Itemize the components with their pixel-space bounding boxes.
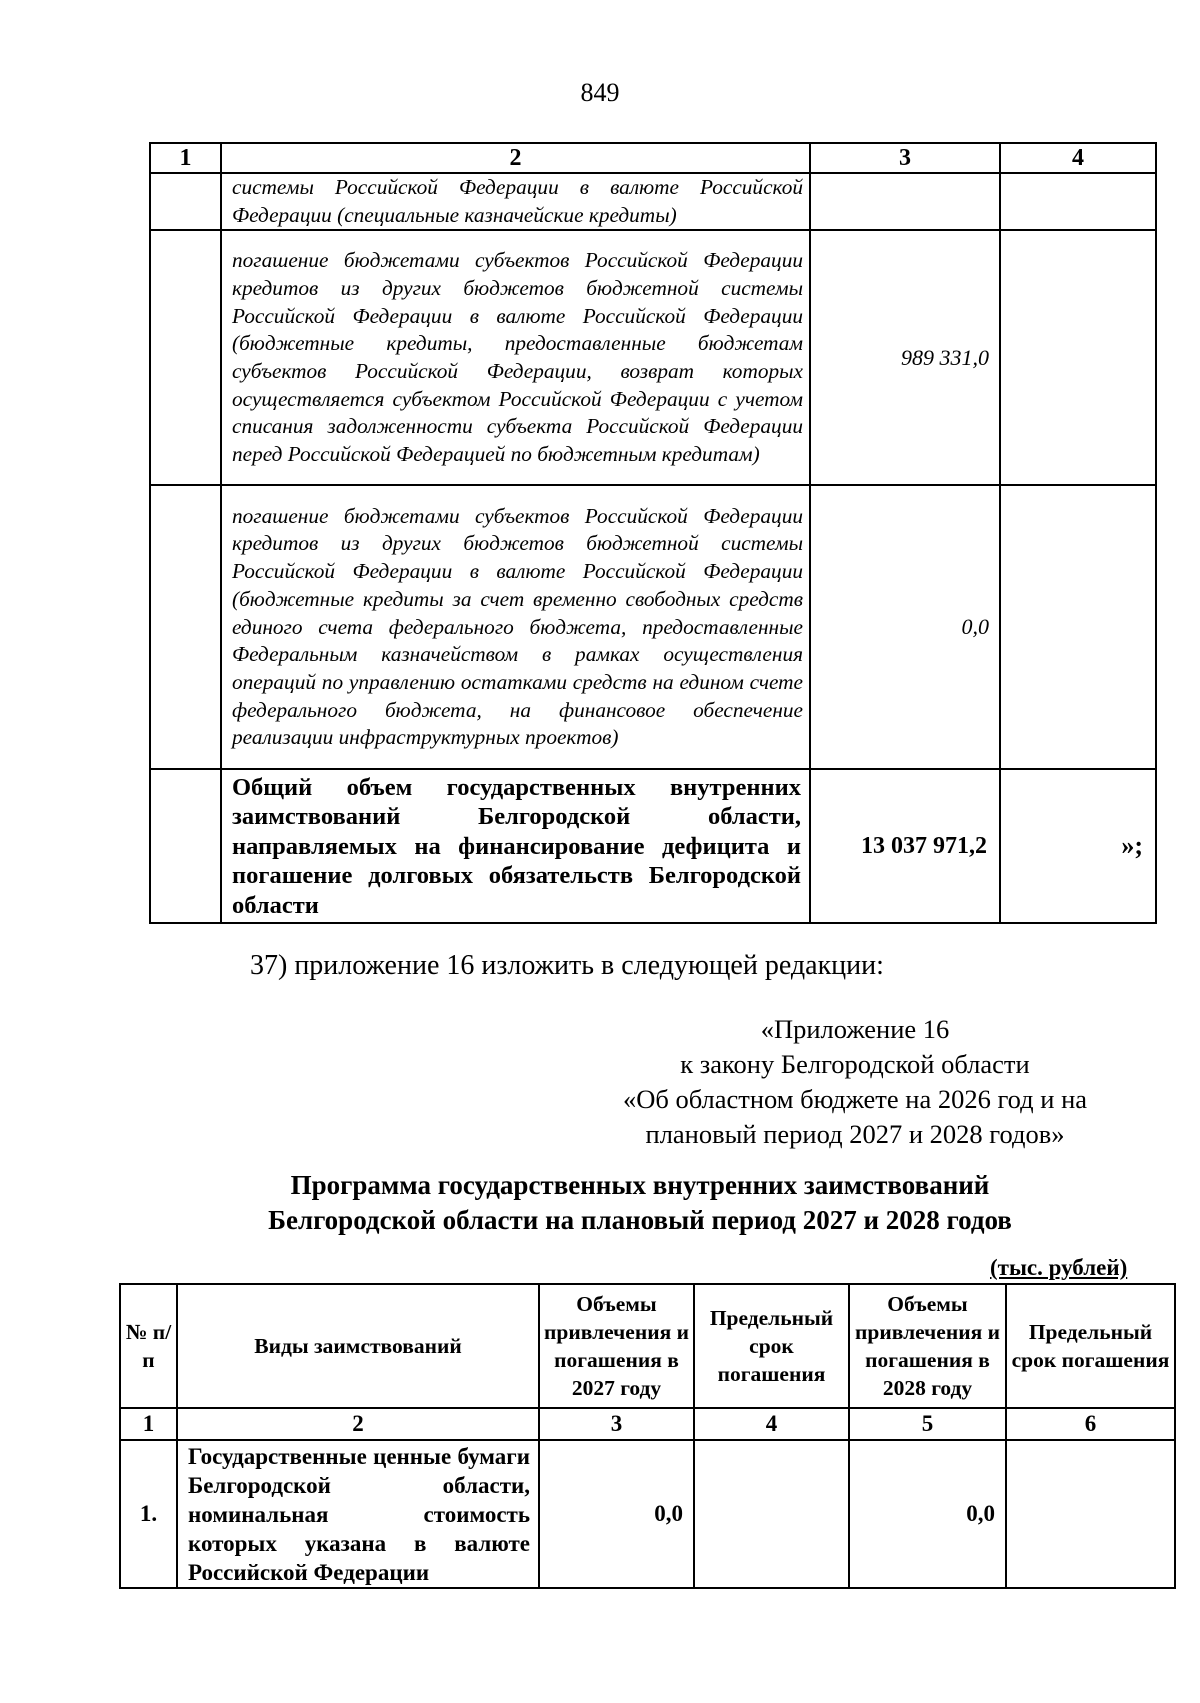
term-2028 [1006,1440,1175,1588]
column-number: 2 [177,1408,539,1440]
extra-cell [1000,230,1156,485]
row-number-cell [150,230,221,485]
borrowing-kind-cell: погашение бюджетами субъектов Российской Федерации кредитов из других бюджетов бюджетной системы Российской Федерации в валюте Российской Федерации (бюджетные кредиты, предоставленные бюджетам субъектов Российской Федерации, возврат которых осуществляется субъектом Российской Федерации с учетом списания задолженности субъекта Российской Федерации перед Российской Федерацией по бюджетным кредитам) [221,230,810,485]
column-numbers-row [120,1408,1175,1440]
volume-2027: 0,0 [539,1440,694,1588]
title-line: Программа государственных внутренних заимствований [290,1170,990,1200]
column-number: 1 [150,143,221,173]
title-line: Белгородской области на плановый период 2027 и 2028 годов [268,1205,1012,1235]
extra-cell [1000,485,1156,769]
amount-cell: 989 331,0 [810,230,1000,485]
volume-2028: 0,0 [849,1440,1006,1588]
closing-quote: »; [1000,769,1156,923]
column-number: 4 [1000,143,1156,173]
table-row [150,173,1156,230]
total-amount: 13 037 971,2 [810,769,1000,923]
row-number-cell [150,485,221,769]
table-row [150,485,1156,769]
borrowing-kind-cell: погашение бюджетами субъектов Российской Федерации кредитов из других бюджетов бюджетной системы Российской Федерации в валюте Российской Федерации (бюджетные кредиты за счет временно свободных средств единого счета федерального бюджета, предоставленные Федеральным казначейством в рамках осуществления операций по управлению остатками средств на едином счете федерального бюджета, на финансовое обеспечение реализации инфраструктурных проектов) [221,485,810,769]
column-number: 5 [849,1408,1006,1440]
row-number: 1. [120,1440,177,1588]
header-term-2028: Предельный срок погашения [1006,1284,1175,1408]
continuation-table [149,142,1157,924]
column-number: 6 [1006,1408,1175,1440]
header-kind: Виды заимствований [177,1284,539,1408]
column-number: 4 [694,1408,849,1440]
column-number: 2 [221,143,810,173]
table-row [120,1440,1175,1588]
row-number-cell [150,769,221,923]
column-number: 3 [539,1408,694,1440]
appendix-line: «Приложение 16 [760,1014,950,1044]
column-number: 3 [810,143,1000,173]
appendix-line: «Об областном бюджете на 2026 год и на [622,1084,1088,1114]
table-row [150,230,1156,485]
total-row [150,769,1156,923]
total-label: Общий объем государственных внутренних заимствований Белгородской области, направляемых на финансирование дефицита и погашение долговых обязательств Белгородской области [221,769,810,923]
appendix-line: плановый период 2027 и 2028 годов» [645,1119,1065,1149]
table-header-row [150,143,1156,173]
header-volume-2027: Объемы привлечения и погашения в 2027 году [539,1284,694,1408]
header-num: № п/п [120,1284,177,1408]
column-number: 1 [120,1408,177,1440]
borrowing-kind-cell: системы Российской Федерации в валюте Российской Федерации (специальные казначейские кредиты) [221,173,810,230]
appendix-line: к закону Белгородской области [680,1049,1030,1079]
term-2027 [694,1440,849,1588]
unit-note: (тыс. рублей) [990,1255,1128,1280]
header-volume-2028: Объемы привлечения и погашения в 2028 году [849,1284,1006,1408]
row-number-cell [150,173,221,230]
borrowing-kind: Государственные ценные бумаги Белгородской области, номинальная стоимость которых указана в валюте Российской Федерации [177,1440,539,1588]
table-header-row [120,1284,1175,1408]
clause-text: 37) приложение 16 изложить в следующей редакции: [250,950,884,981]
amount-cell [810,173,1000,230]
amount-cell: 0,0 [810,485,1000,769]
document-title [160,1168,1120,1238]
page-number: 849 [580,78,620,107]
header-term-2027: Предельный срок погашения [694,1284,849,1408]
appendix-header [575,1012,1135,1152]
program-table [119,1283,1176,1589]
extra-cell [1000,173,1156,230]
